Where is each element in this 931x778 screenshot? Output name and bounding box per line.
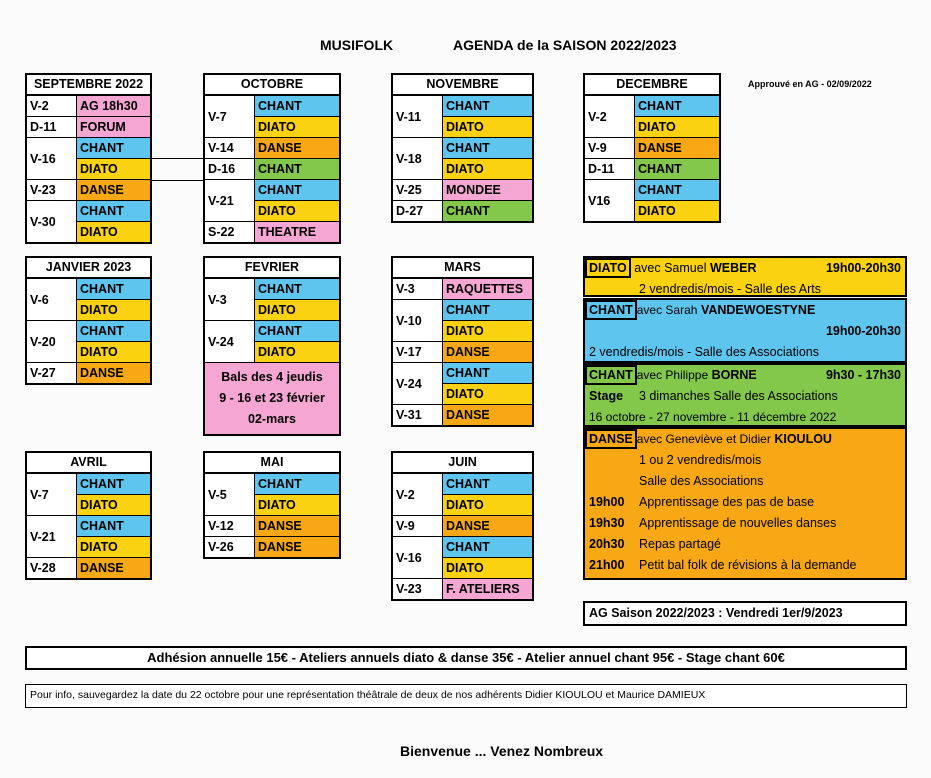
day-label: V-12 [205,516,255,536]
month-may [203,451,341,559]
day-row [393,578,532,599]
day-label: V-5 [205,474,255,515]
activity-danse: DANSE [443,516,532,536]
bals-note [205,362,339,434]
day-label: V-9 [393,516,443,536]
activity-diato: DIATO [443,557,532,578]
info-danse [583,427,907,580]
day-label: V-7 [205,96,255,137]
day-row [393,536,532,578]
day-label: D-16 [205,159,255,179]
day-label: V-6 [27,279,77,320]
day-label: V-3 [205,279,255,320]
activity-chant: CHANT [255,474,339,494]
day-row [585,137,719,158]
day-label: V-9 [585,138,635,158]
month-name: JANVIER 2023 [27,258,150,278]
day-label: V-7 [27,474,77,515]
month-name: MARS [393,258,532,278]
diato-detail: 2 vendredis/mois - Salle des Arts [639,282,822,296]
stage-with: avec Philippe [636,368,709,382]
day-label: V-24 [205,321,255,362]
day-row [393,341,532,362]
danse-location: Salle des Associations [639,474,764,488]
activity-chant: CHANT [77,321,150,341]
chant-detail: 2 vendredis/mois - Salle des Associations [589,345,819,359]
page-title: AGENDA de la SAISON 2022/2023 [453,37,677,53]
bals-note-line: Bals des 4 jeudis [221,370,323,384]
activity-chant: CHANT [77,201,150,221]
activity-chant: CHANT [635,96,719,116]
day-label: V-30 [27,201,77,242]
day-label: S-22 [205,222,255,242]
month-name: MAI [205,453,339,473]
schedule-text: Petit bal folk de révisions à la demande [639,558,857,572]
day-row [393,278,532,299]
activity-chant: CHANT [443,474,532,494]
activity-chant: CHANT [77,474,150,494]
day-label: V16 [585,180,635,221]
month-january [25,256,152,385]
activity-danse: DANSE [443,405,532,425]
info-chant [583,298,907,363]
activity-chant: CHANT [77,279,150,299]
activity-diato: DIATO [77,494,150,515]
stage-detail: 3 dimanches Salle des Associations [639,389,838,403]
month-march [391,256,534,427]
diato-time: 19h00-20h30 [825,261,901,275]
month-june [391,451,534,601]
day-label: V-27 [27,363,77,383]
day-row [393,200,532,221]
activity-diato: DIATO [635,116,719,137]
day-row [27,557,150,578]
day-label: V-28 [27,558,77,578]
activity-chant: CHANT [443,363,532,383]
activity-chant: CHANT [255,96,339,116]
month-october [203,73,341,244]
day-row [205,473,339,515]
activity-diato: DIATO [77,221,150,242]
day-label: V-21 [27,516,77,557]
activity-diato: DIATO [255,116,339,137]
tag-danse: DANSE [585,429,637,449]
connector-line [152,158,203,159]
activity-chant: CHANT [443,96,532,116]
bals-note-line: 02-mars [248,412,296,426]
activity-f-ateliers: F. ATELIERS [443,579,532,599]
day-label: D-11 [585,159,635,179]
day-label: V-2 [393,474,443,515]
day-row [205,137,339,158]
activity-danse: DANSE [255,138,339,158]
activity-diato: DIATO [255,200,339,221]
day-label: V-14 [205,138,255,158]
day-row [205,320,339,362]
notice-box [25,684,907,708]
activity-chant: CHANT [255,279,339,299]
day-row [585,95,719,137]
day-row [205,158,339,179]
day-label: V-16 [393,537,443,578]
day-row [27,95,150,116]
day-label: D-11 [27,117,77,137]
month-name: FEVRIER [205,258,339,278]
approval-note: Approuvé en AG - 02/09/2022 [748,79,872,89]
activity-chant: CHANT [255,321,339,341]
schedule-time: 19h30 [589,516,625,530]
activity-chant: CHANT [443,138,532,158]
activity-diato: DIATO [443,116,532,137]
chant-time: 19h00-20h30 [825,324,901,338]
day-label: V-2 [585,96,635,137]
activity-theatre: THEATRE [255,222,339,242]
month-november [391,73,534,223]
activity-diato: DIATO [77,341,150,362]
activity-diato: DIATO [255,341,339,362]
day-row [27,137,150,179]
activity-chant: CHANT [443,201,532,221]
month-name: NOVEMBRE [393,75,532,95]
diato-teacher: WEBER [709,261,757,275]
schedule-text: Repas partagé [639,537,722,551]
stage-dates: 16 octobre - 27 novembre - 11 décembre 2022 [589,410,837,424]
day-row [27,320,150,362]
day-row [205,179,339,221]
day-row [393,137,532,179]
schedule-time: 20h30 [589,537,625,551]
day-row [27,116,150,137]
day-row [205,278,339,320]
schedule-time: 21h00 [589,558,625,572]
activity-chant: CHANT [635,180,719,200]
connector-line [152,180,203,181]
notice-text: Pour info, sauvegardez la date du 22 octobre pour une représentation théâtrale de deux de nos adhérents Didier KIOULOU et Maurice DAMIEUX [30,689,706,701]
month-name: AVRIL [27,453,150,473]
schedule-text: Apprentissage de nouvelles danses [639,516,837,530]
day-label: V-31 [393,405,443,425]
day-label: V-20 [27,321,77,362]
day-row [585,158,719,179]
org-name: MUSIFOLK [320,37,394,53]
activity-diato: DIATO [443,494,532,515]
day-row [585,179,719,221]
day-label: V-3 [393,279,443,299]
danse-teacher: KIOULOU [774,432,832,446]
activity-raquettes: RAQUETTES [443,279,532,299]
activity-danse: DANSE [255,516,339,536]
month-name: DECEMBRE [585,75,719,95]
day-row [27,179,150,200]
activity-chant: CHANT [77,138,150,158]
day-row [27,473,150,515]
activity-danse: DANSE [77,558,150,578]
day-row [393,299,532,341]
activity-diato: DIATO [77,536,150,557]
diato-with: avec Samuel [634,261,707,275]
day-label: V-11 [393,96,443,137]
ag-text: AG Saison 2022/2023 : Vendredi 1er/9/2023 [589,606,843,620]
chant-teacher: VANDEWOESTYNE [700,303,816,317]
activity-diato: DIATO [443,383,532,404]
activity-diato: DIATO [443,320,532,341]
day-row [27,200,150,242]
activity-diato: DIATO [77,299,150,320]
activity-danse: DANSE [255,537,339,557]
schedule-text: Apprentissage des pas de base [639,495,815,509]
activity-diato: DIATO [255,494,339,515]
day-label: V-2 [27,96,77,116]
day-row [393,515,532,536]
day-label: V-24 [393,363,443,404]
ag-box [583,601,907,626]
day-label: V-25 [393,180,443,200]
day-row [393,404,532,425]
day-label: V-21 [205,180,255,221]
activity-chant: CHANT [255,159,339,179]
day-row [205,221,339,242]
activity-chant: CHANT [255,180,339,200]
fees-box [25,646,907,670]
tag-chant: CHANT [585,300,637,320]
activity-chant: CHANT [443,537,532,557]
day-row [27,515,150,557]
danse-frequency: 1 ou 2 vendredis/mois [639,453,762,467]
day-row [205,536,339,557]
day-row [393,179,532,200]
stage-label: Stage [589,389,624,403]
danse-with: avec Geneviève et Didier [636,432,771,446]
activity-ag-18h30: AG 18h30 [77,96,150,116]
activity-chant: CHANT [635,159,719,179]
day-label: V-23 [393,579,443,599]
month-september [25,73,152,244]
month-name: OCTOBRE [205,75,339,95]
stage-time: 9h30 - 17h30 [825,368,901,382]
month-name: SEPTEMBRE 2022 [27,75,150,95]
activity-diato: DIATO [77,158,150,179]
day-row [205,515,339,536]
day-row [393,473,532,515]
day-row [205,95,339,137]
day-label: V-23 [27,180,77,200]
month-april [25,451,152,580]
day-label: V-10 [393,300,443,341]
footer-text: Bienvenue ... Venez Nombreux [400,743,604,759]
activity-danse: DANSE [77,180,150,200]
activity-danse: DANSE [443,342,532,362]
activity-forum: FORUM [77,117,150,137]
day-row [393,362,532,404]
info-stage [583,363,907,427]
day-label: V-17 [393,342,443,362]
tag-diato: DIATO [585,258,631,278]
activity-chant: CHANT [77,516,150,536]
activity-diato: DIATO [255,299,339,320]
stage-teacher: BORNE [711,368,757,382]
activity-diato: DIATO [443,158,532,179]
activity-chant: CHANT [443,300,532,320]
month-name: JUIN [393,453,532,473]
month-february [203,256,341,436]
day-row [27,362,150,383]
activity-danse: DANSE [635,138,719,158]
activity-mondee: MONDEE [443,180,532,200]
day-row [27,278,150,320]
day-label: V-18 [393,138,443,179]
schedule-time: 19h00 [589,495,625,509]
activity-diato: DIATO [635,200,719,221]
tag-stage-chant: CHANT [585,365,637,385]
day-label: V-16 [27,138,77,179]
info-diato [583,256,907,297]
month-december [583,73,721,223]
activity-danse: DANSE [77,363,150,383]
day-label: D-27 [393,201,443,221]
day-row [393,95,532,137]
chant-with: avec Sarah [636,303,698,317]
bals-note-line: 9 - 16 et 23 février [219,391,325,405]
fees-text: Adhésion annuelle 15€ - Ateliers annuels diato & danse 35€ - Atelier annuel chant 95€ - Stage chant 60€ [147,650,785,665]
day-label: V-26 [205,537,255,557]
